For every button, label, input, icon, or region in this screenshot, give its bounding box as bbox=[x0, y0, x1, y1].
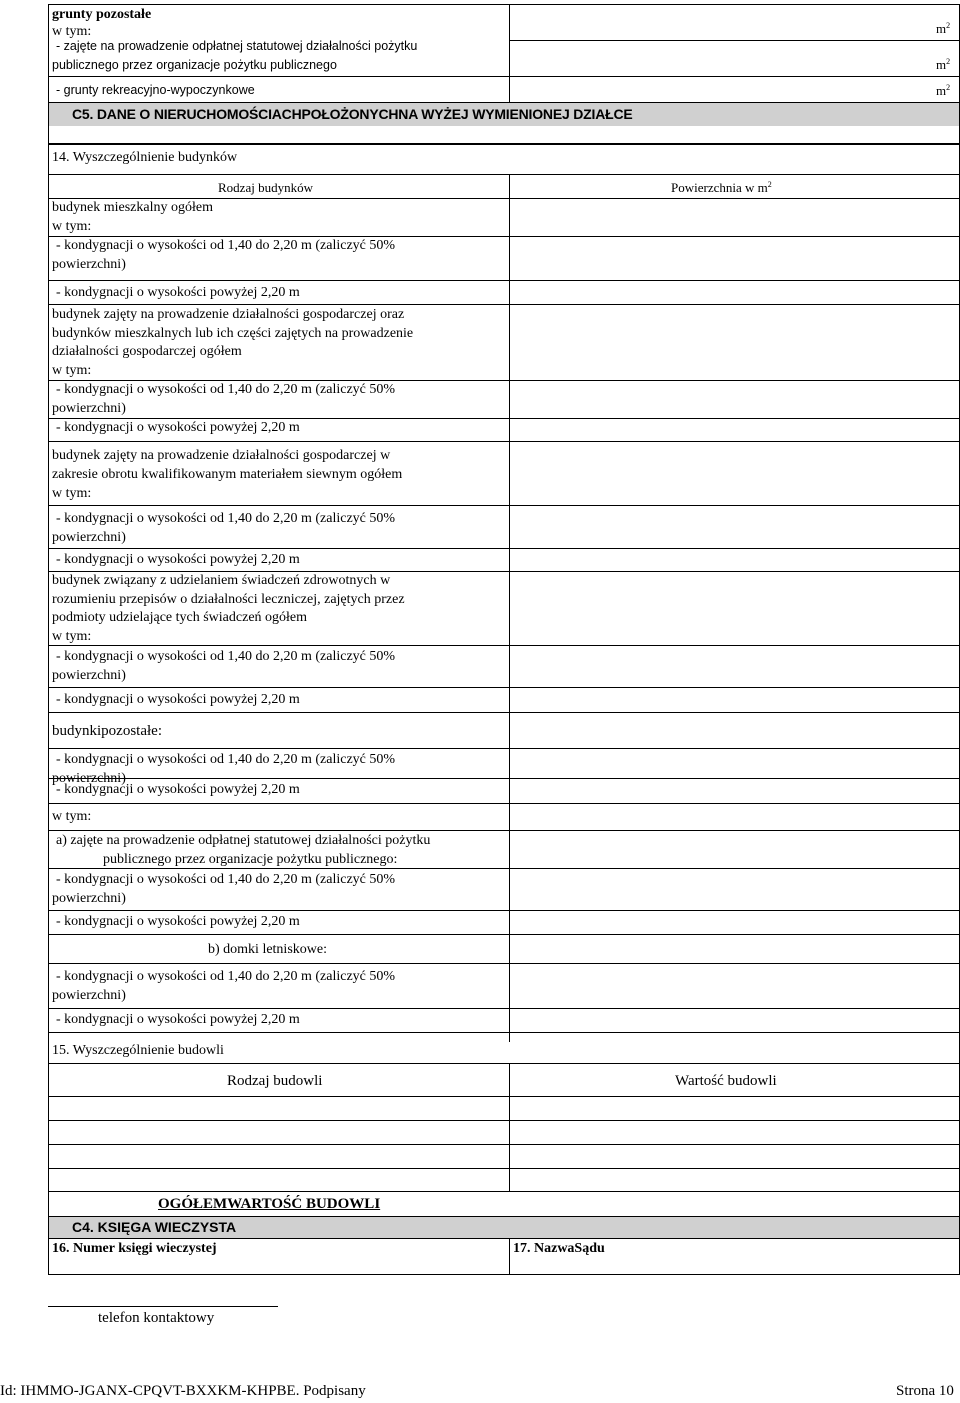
t14-rule bbox=[48, 380, 960, 381]
row-high-storey: - kondygnacji o wysokości powyżej 2,20 m bbox=[56, 782, 300, 797]
row-residential: budynek mieszkalny ogółem bbox=[52, 200, 213, 215]
t14-rule bbox=[48, 778, 960, 779]
grunty-heading: grunty pozostałe bbox=[52, 7, 152, 22]
row-low-storey-cont: powierzchni) bbox=[52, 771, 126, 786]
row-seed: budynek zajęty na prowadzenie działalności gospodarczej w bbox=[52, 448, 391, 463]
row-low-storey-cont: powierzchni) bbox=[52, 530, 126, 545]
land-register-number: 16. Numer księgi wieczystej bbox=[52, 1241, 217, 1256]
item-opp-line2: publicznego przez organizacje pożytku publicznego bbox=[52, 58, 337, 72]
t14-rule bbox=[48, 1008, 960, 1009]
phone-rule bbox=[48, 1306, 278, 1307]
t14-rule bbox=[48, 304, 960, 305]
t14-rule bbox=[48, 236, 960, 237]
c4-divider bbox=[509, 1238, 510, 1275]
t14-rule bbox=[48, 198, 960, 199]
row-seed: zakresie obrotu kwalifikowanym materiałem siewnym ogółem bbox=[52, 467, 403, 482]
row-business: budynków mieszkalnych lub ich części zajętych na prowadzenie bbox=[52, 326, 414, 341]
row-low-storey: - kondygnacji o wysokości od 1,40 do 2,20 m (zaliczyć 50% bbox=[56, 511, 396, 526]
item-recreational: - grunty rekreacyjno-wypoczynkowe bbox=[56, 83, 255, 97]
t14-rule bbox=[48, 803, 960, 804]
page-number: Strona 10 bbox=[896, 1383, 954, 1399]
t14-rule bbox=[48, 963, 960, 964]
row-high-storey: - kondygnacji o wysokości powyżej 2,20 m bbox=[56, 692, 300, 707]
t14-rule bbox=[48, 687, 960, 688]
row-low-storey: - kondygnacji o wysokości od 1,40 do 2,20 m (zaliczyć 50% bbox=[56, 969, 396, 984]
item-opp-line1: - zajęte na prowadzenie odpłatnej statutowej działalności pożytku bbox=[56, 39, 418, 53]
col-structure-value: Wartość budowli bbox=[675, 1073, 777, 1089]
document-id: Id: IHMMO-JGANX-CPQVT-BXXKM-KHPBE. Podpisany bbox=[0, 1383, 366, 1399]
row-low-storey: - kondygnacji o wysokości od 1,40 do 2,20 m (zaliczyć 50% bbox=[56, 382, 396, 397]
t14-rule bbox=[48, 910, 960, 911]
t15-rule bbox=[48, 1144, 960, 1145]
wtym-label: w tym: bbox=[52, 219, 92, 234]
t14-rule bbox=[48, 645, 960, 646]
unit-m2: $m^2$ bbox=[936, 83, 951, 98]
t14-rule bbox=[48, 280, 960, 281]
structures-total: OGÓŁEMWARTOŚĆ BUDOWLI bbox=[158, 1196, 381, 1212]
wtym-label: w tym: bbox=[52, 486, 92, 501]
row-low-storey-cont: powierzchni) bbox=[52, 257, 126, 272]
c5-title: C5. DANE O NIERUCHOMOŚCIACHPOŁOŻONYCHNA WYŻEJ WYMIENIONEJ DZIAŁCE bbox=[72, 106, 633, 122]
t14-rule bbox=[48, 548, 960, 549]
row-low-storey: - kondygnacji o wysokości od 1,40 do 2,20 m (zaliczyć 50% bbox=[56, 752, 396, 767]
t15-rule bbox=[48, 1191, 960, 1192]
wtym-label: w tym: bbox=[52, 363, 92, 378]
row-high-storey: - kondygnacji o wysokości powyżej 2,20 m bbox=[56, 552, 300, 567]
c4-title: C4. KSIĘGA WIECZYSTA bbox=[72, 1219, 237, 1235]
t14-rule bbox=[48, 830, 960, 831]
row-public-benefit-cont: publicznego przez organizacje pożytku publicznego: bbox=[103, 852, 398, 867]
wtym-label: w tym: bbox=[52, 629, 92, 644]
row-low-storey-cont: powierzchni) bbox=[52, 988, 126, 1003]
row-high-storey: - kondygnacji o wysokości powyżej 2,20 m bbox=[56, 914, 300, 929]
t14-rule bbox=[48, 505, 960, 506]
row-low-storey-cont: powierzchni) bbox=[52, 401, 126, 416]
top-rule-3 bbox=[48, 102, 960, 103]
row-health: podmioty udzielające tych świadczeń ogółem bbox=[52, 610, 308, 625]
row-high-storey: - kondygnacji o wysokości powyżej 2,20 m bbox=[56, 420, 300, 435]
wtym-label: w tym: bbox=[52, 24, 92, 39]
t15-rule bbox=[48, 1168, 960, 1169]
t15-divider bbox=[509, 1063, 510, 1191]
row-other: budynkipozostałe: bbox=[52, 723, 162, 739]
row-low-storey-cont: powierzchni) bbox=[52, 668, 126, 683]
t15-rule bbox=[48, 1063, 960, 1064]
t14-rule bbox=[48, 934, 960, 935]
row-health: rozumieniu przepisów o działalności leczniczej, zajętych przez bbox=[52, 592, 405, 607]
row-low-storey: - kondygnacji o wysokości od 1,40 do 2,20 m (zaliczyć 50% bbox=[56, 649, 396, 664]
wtym-label: w tym: bbox=[52, 809, 92, 824]
t14-rule bbox=[48, 571, 960, 572]
row-high-storey: - kondygnacji o wysokości powyżej 2,20 m bbox=[56, 1012, 300, 1027]
row-business: budynek zajęty na prowadzenie działalności gospodarczej oraz bbox=[52, 307, 405, 322]
row-health: budynek związany z udzielaniem świadczeń zdrowotnych w bbox=[52, 573, 391, 588]
s15-title: 15. Wyszczególnienie budowli bbox=[52, 1043, 224, 1058]
t14-rule bbox=[48, 748, 960, 749]
col-area: Powierzchnia w $m^2$ bbox=[671, 180, 772, 195]
row-public-benefit: a) zajęte na prowadzenie odpłatnej statutowej działalności pożytku bbox=[56, 833, 431, 848]
unit-m2: $m^2$ bbox=[936, 21, 951, 36]
col-structure-type: Rodzaj budowli bbox=[227, 1073, 323, 1089]
s14-title: 14. Wyszczególnienie budynków bbox=[52, 150, 238, 165]
t15-rule bbox=[48, 1096, 960, 1097]
t14-rule bbox=[48, 868, 960, 869]
top-divider bbox=[509, 4, 510, 102]
phone-label: telefon kontaktowy bbox=[98, 1310, 215, 1326]
row-low-storey-cont: powierzchni) bbox=[52, 891, 126, 906]
row-low-storey: - kondygnacji o wysokości od 1,40 do 2,20 m (zaliczyć 50% bbox=[56, 238, 396, 253]
unit-m2: $m^2$ bbox=[936, 57, 951, 72]
col-building-type: Rodzaj budynków bbox=[218, 180, 313, 195]
t14-rule bbox=[48, 441, 960, 442]
t14-rule bbox=[48, 174, 960, 175]
row-business: działalności gospodarczej ogółem bbox=[52, 344, 242, 359]
t14-rule bbox=[48, 1032, 960, 1033]
t14-rule bbox=[48, 712, 960, 713]
top-rule-2 bbox=[48, 76, 960, 77]
t15-rule bbox=[48, 1120, 960, 1121]
t14-rule bbox=[48, 418, 960, 419]
row-cottages: b) domki letniskowe: bbox=[208, 942, 327, 957]
row-low-storey: - kondygnacji o wysokości od 1,40 do 2,20 m (zaliczyć 50% bbox=[56, 872, 396, 887]
c4-rule bbox=[48, 1238, 960, 1239]
court-name: 17. NazwaSądu bbox=[513, 1241, 605, 1256]
top-rule-1 bbox=[509, 40, 960, 41]
row-high-storey: - kondygnacji o wysokości powyżej 2,20 m bbox=[56, 285, 300, 300]
